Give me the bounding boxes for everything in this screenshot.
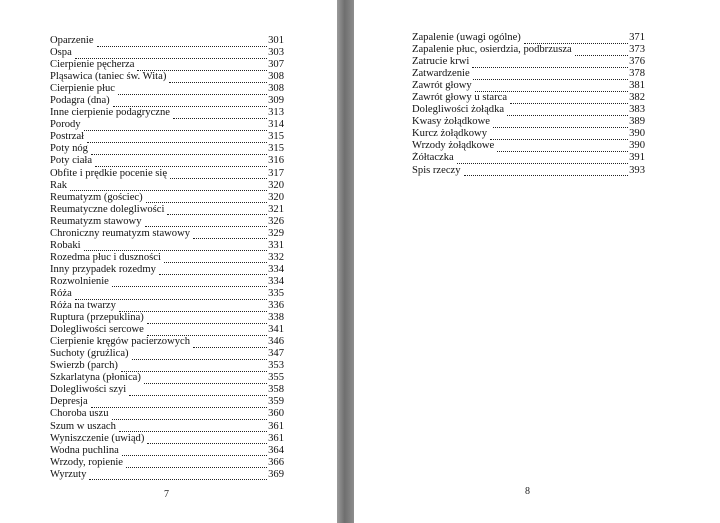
toc-entry-title: Reumatyczne dolegliwości [50,203,165,215]
toc-leader-dots [170,170,267,179]
toc-leader-dots [91,146,267,155]
right-page-number: 8 [525,486,530,497]
toc-entry [412,56,645,68]
toc-entry [50,131,284,143]
toc-entry-page: 329 [268,227,284,239]
toc-entry-title: Poty ciała [50,155,93,167]
toc-entry [412,140,645,152]
toc-leader-dots [89,471,267,480]
toc-entry-page: 358 [268,384,284,396]
toc-entry-title: Postrzał [50,131,85,143]
toc-entry [50,204,284,216]
toc-entry-title: Podagra (dna) [50,95,110,107]
toc-entry-page: 347 [268,348,284,360]
toc-entry-page: 361 [268,432,284,444]
toc-entry-title: Wodna puchlina [50,444,119,456]
toc-leader-dots [118,86,267,95]
toc-entry [50,445,284,457]
toc-entry-page: 393 [629,164,645,176]
toc-entry-title: Żółtaczka [412,152,454,164]
toc-leader-dots [147,315,267,324]
toc-entry-title: Reumatyzm (gościec) [50,191,143,203]
toc-entry-title: Poty nóg [50,143,88,155]
toc-entry [412,152,645,164]
toc-entry-page: 315 [268,131,284,143]
toc-entry [50,180,284,192]
toc-entry-page: 390 [629,128,645,140]
toc-entry-page: 303 [268,47,284,59]
toc-entry [50,59,284,71]
toc-entry [50,300,284,312]
toc-leader-dots [112,278,267,287]
toc-entry [50,216,284,228]
toc-entry-title: Cierpienie kręgów pacierzowych [50,336,191,348]
toc-entry-title: Inne cierpienie podagryczne [50,107,170,119]
toc-entry-page: 376 [629,56,645,68]
toc-leader-dots [457,155,628,164]
toc-leader-dots [122,447,267,456]
toc-entry [412,80,645,92]
toc-leader-dots [497,143,628,152]
toc-leader-dots [147,435,267,444]
toc-leader-dots [75,291,267,300]
toc-entry [50,264,284,276]
toc-entry [412,165,645,177]
toc-entry-title: Robaki [50,239,81,251]
toc-entry-title: Dolegliwości żołądka [412,104,505,116]
toc-leader-dots [95,158,267,167]
toc-leader-dots [126,459,267,468]
toc-leader-dots [473,71,628,80]
toc-entry-page: 373 [629,44,645,56]
toc-entry [50,240,284,252]
toc-leader-dots [164,254,267,263]
toc-entry-page: 316 [268,155,284,167]
toc-entry-page: 355 [268,372,284,384]
toc-entry-title: Cierpienie pęcherza [50,59,135,71]
toc-entry-title: Zawrót głowy [412,80,472,92]
toc-entry-title: Kwasy żołądkowe [412,116,490,128]
toc-entry-title: Spis rzeczy [412,164,461,176]
toc-entry-page: 320 [268,191,284,203]
toc-leader-dots [113,98,267,107]
toc-leader-dots [75,50,267,59]
toc-entry [50,228,284,240]
toc-leader-dots [575,47,628,56]
toc-entry-title: Inny przypadek rozedmy [50,263,156,275]
toc-entry-title: Dolegliwości sercowe [50,324,144,336]
toc-leader-dots [132,351,268,360]
toc-entry-title: Wrzody żołądkowe [412,140,495,152]
toc-leader-dots [129,387,267,396]
toc-entry [50,384,284,396]
toc-entry-title: Zapalenie (uwagi ogólne) [412,32,521,43]
toc-entry [50,433,284,445]
toc-entry-page: 309 [268,95,284,107]
toc-leader-dots [112,411,268,420]
toc-entry-page: 346 [268,336,284,348]
toc-entry [50,83,284,95]
toc-entry [50,276,284,288]
book-gutter [337,0,354,523]
left-page-number: 7 [164,489,169,500]
toc-entry [50,168,284,180]
toc-entry-page: 332 [268,251,284,263]
toc-entry-page: 361 [268,420,284,432]
toc-leader-dots [193,339,267,348]
toc-entry [50,396,284,408]
toc-leader-dots [510,95,628,104]
toc-entry [50,348,284,360]
toc-entry-title: Szum w uszach [50,420,116,432]
toc-leader-dots [524,35,628,44]
toc-entry-page: 378 [629,68,645,80]
toc-leader-dots [472,59,628,68]
toc-leader-dots [475,83,628,92]
toc-entry [50,469,284,481]
toc-entry-page: 381 [629,80,645,92]
toc-leader-dots [119,423,267,432]
toc-entry-title: Wyrzuty [50,468,87,480]
toc-entry [50,95,284,107]
toc-entry-page: 390 [629,140,645,152]
toc-entry [50,35,284,47]
toc-leader-dots [507,107,628,116]
toc-entry-page: 335 [268,287,284,299]
toc-leader-dots [144,375,267,384]
toc-leader-dots [91,399,267,408]
toc-entry-title: Ruptura (przepuklina) [50,312,144,324]
toc-entry-page: 320 [268,179,284,191]
toc-entry [50,119,284,131]
toc-entry [412,44,645,56]
toc-entry-page: 369 [268,468,284,480]
toc-entry-page: 314 [268,119,284,131]
toc-entry-page: 301 [268,35,284,46]
toc-entry-title: Szkarlatyna (płonica) [50,372,141,384]
toc-entry-page: 364 [268,444,284,456]
toc-leader-dots [87,134,267,143]
toc-leader-dots [145,218,268,227]
toc-entry-page: 382 [629,92,645,104]
toc-entry [50,408,284,420]
toc-entry-title: Porody [50,119,81,131]
toc-entry-page: 391 [629,152,645,164]
toc-entry [412,104,645,116]
toc-entry-page: 326 [268,215,284,227]
toc-entry-page: 383 [629,104,645,116]
toc-entry-page: 315 [268,143,284,155]
toc-entry-title: Obfite i prędkie pocenie się [50,167,168,179]
toc-entry [50,288,284,300]
toc-leader-dots [119,303,267,312]
toc-entry [412,116,645,128]
toc-leader-dots [159,266,267,275]
left-toc-list [50,35,284,481]
toc-entry-page: 331 [268,239,284,251]
toc-entry [50,71,284,83]
toc-entry-title: Dolegliwości szyi [50,384,127,396]
toc-leader-dots [121,363,267,372]
toc-entry-page: 341 [268,324,284,336]
toc-leader-dots [84,122,268,131]
toc-entry [50,336,284,348]
toc-leader-dots [169,74,267,83]
toc-entry-title: Kurcz żołądkowy [412,128,488,140]
toc-entry-title: Zatwardzenie [412,68,470,80]
toc-leader-dots [70,182,267,191]
toc-leader-dots [97,38,268,47]
toc-leader-dots [493,119,628,128]
toc-entry [412,92,645,104]
toc-entry-title: Zatrucie krwi [412,56,470,68]
toc-entry-page: 317 [268,167,284,179]
toc-entry [50,360,284,372]
toc-entry [50,155,284,167]
toc-entry [50,143,284,155]
toc-entry-title: Róża na twarzy [50,300,116,312]
toc-entry-title: Zapalenie płuc, osierdzia, podbrzusza [412,44,572,56]
toc-entry-title: Chroniczny reumatyzm stawowy [50,227,191,239]
toc-leader-dots [173,110,267,119]
toc-entry-page: 359 [268,396,284,408]
toc-entry [50,192,284,204]
toc-entry-page: 338 [268,312,284,324]
toc-entry [50,324,284,336]
toc-entry-page: 360 [268,408,284,420]
toc-entry-title: Ospa [50,47,72,59]
toc-entry [50,312,284,324]
toc-leader-dots [464,167,629,176]
toc-entry-title: Wyniszczenie (uwiąd) [50,432,145,444]
toc-entry [412,68,645,80]
toc-entry-title: Depresja [50,396,88,408]
toc-entry-title: Róża [50,287,72,299]
right-toc-list [412,32,645,177]
toc-entry-title: Reumatyzm stawowy [50,215,142,227]
toc-entry-title: Rozedma płuc i duszności [50,251,161,263]
toc-entry-title: Świerzb (parch) [50,360,118,372]
toc-entry [50,107,284,119]
toc-entry-page: 334 [268,275,284,287]
toc-entry-page: 371 [629,32,645,43]
toc-entry-title: Cierpienie płuc [50,83,116,95]
toc-leader-dots [84,242,268,251]
toc-leader-dots [146,194,267,203]
toc-entry-title: Zawrót głowy u starca [412,92,508,104]
toc-entry-title: Rak [50,179,68,191]
toc-entry-title: Oparzenie [50,35,94,46]
toc-entry-page: 308 [268,83,284,95]
toc-entry-page: 313 [268,107,284,119]
toc-leader-dots [137,62,267,71]
toc-entry [50,252,284,264]
toc-entry [50,47,284,59]
toc-entry-page: 353 [268,360,284,372]
toc-leader-dots [490,131,628,140]
toc-entry-page: 336 [268,300,284,312]
toc-entry-title: Rozwolnienie [50,275,109,287]
toc-entry-title: Wrzody, ropienie [50,456,124,468]
toc-entry [50,421,284,433]
toc-entry [50,372,284,384]
toc-leader-dots [193,230,267,239]
toc-entry-page: 321 [268,203,284,215]
toc-entry [412,128,645,140]
toc-entry [412,32,645,44]
toc-leader-dots [147,327,267,336]
toc-entry [50,457,284,469]
toc-entry-page: 307 [268,59,284,71]
toc-entry-page: 334 [268,263,284,275]
toc-entry-page: 308 [268,71,284,83]
toc-leader-dots [167,206,267,215]
toc-entry-title: Pląsawica (taniec św. Wita) [50,71,167,83]
toc-entry-title: Choroba uszu [50,408,109,420]
toc-entry-title: Suchoty (gruźlica) [50,348,129,360]
toc-entry-page: 366 [268,456,284,468]
toc-entry-page: 389 [629,116,645,128]
